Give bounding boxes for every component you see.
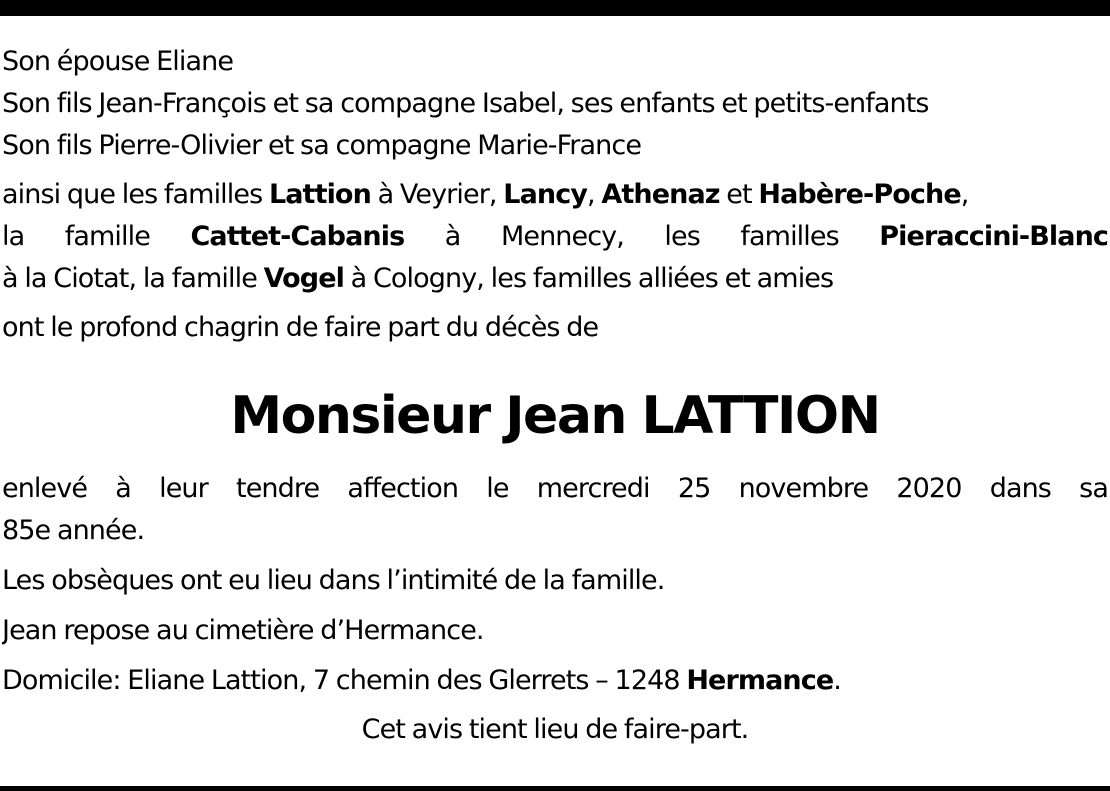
text: . xyxy=(833,665,841,696)
text: , xyxy=(587,179,602,210)
text: à Veyrier, xyxy=(370,179,504,210)
text: ainsi que les familles xyxy=(2,179,269,210)
relatives-line-1 xyxy=(2,174,1108,216)
text: la famille xyxy=(2,221,191,252)
domicile-town: Hermance xyxy=(686,665,834,696)
text: à la Ciotat, la famille xyxy=(2,263,264,294)
closing-line: Cet avis tient lieu de faire-part. xyxy=(361,714,749,745)
family-name-pieraccini-blanc: Pieraccini-Blanc xyxy=(879,221,1108,252)
text: Domicile: Eliane Lattion, 7 chemin des Glerrets – 1248 xyxy=(2,665,687,696)
top-border-rule xyxy=(0,0,1110,16)
family-name-athenaz: Athenaz xyxy=(601,179,720,210)
family-name-lancy: Lancy xyxy=(503,179,588,210)
family-name-cattet-cabanis: Cattet-Cabanis xyxy=(190,221,405,252)
family-line-son-2: Son fils Pierre-Olivier et sa compagne Marie-France xyxy=(2,130,642,161)
relatives-line-2 xyxy=(2,216,1108,258)
funeral-line: Les obsèques ont eu lieu dans l’intimité de la famille. xyxy=(2,565,665,596)
family-name-vogel: Vogel xyxy=(263,263,344,294)
death-notice xyxy=(2,41,1108,751)
relatives-line-3 xyxy=(2,258,1108,300)
text: à Cologny, les familles alliées et amies xyxy=(343,263,834,294)
text: , xyxy=(960,179,969,210)
family-line-son-1: Son fils Jean-François et sa compagne Isabel, ses enfants et petits-enfants xyxy=(2,88,929,119)
death-line-2: 85e année. xyxy=(2,515,145,546)
resting-place-line: Jean repose au cimetière d’Hermance. xyxy=(2,615,484,646)
bottom-border-rule xyxy=(0,786,1110,791)
deceased-name: Monsieur Jean LATTION xyxy=(230,386,880,446)
family-name-habere-poche: Habère-Poche xyxy=(758,179,961,210)
text: à Mennecy, les familles xyxy=(404,221,880,252)
announcement-line: ont le profond chagrin de faire part du décès de xyxy=(2,312,599,343)
family-line-spouse: Son épouse Eliane xyxy=(2,46,234,77)
text: et xyxy=(719,179,759,210)
death-line-1: enlevé à leur tendre affection le mercredi 25 novembre 2020 dans sa xyxy=(2,473,1108,504)
domicile-line xyxy=(2,660,1108,702)
family-name-lattion: Lattion xyxy=(268,179,371,210)
